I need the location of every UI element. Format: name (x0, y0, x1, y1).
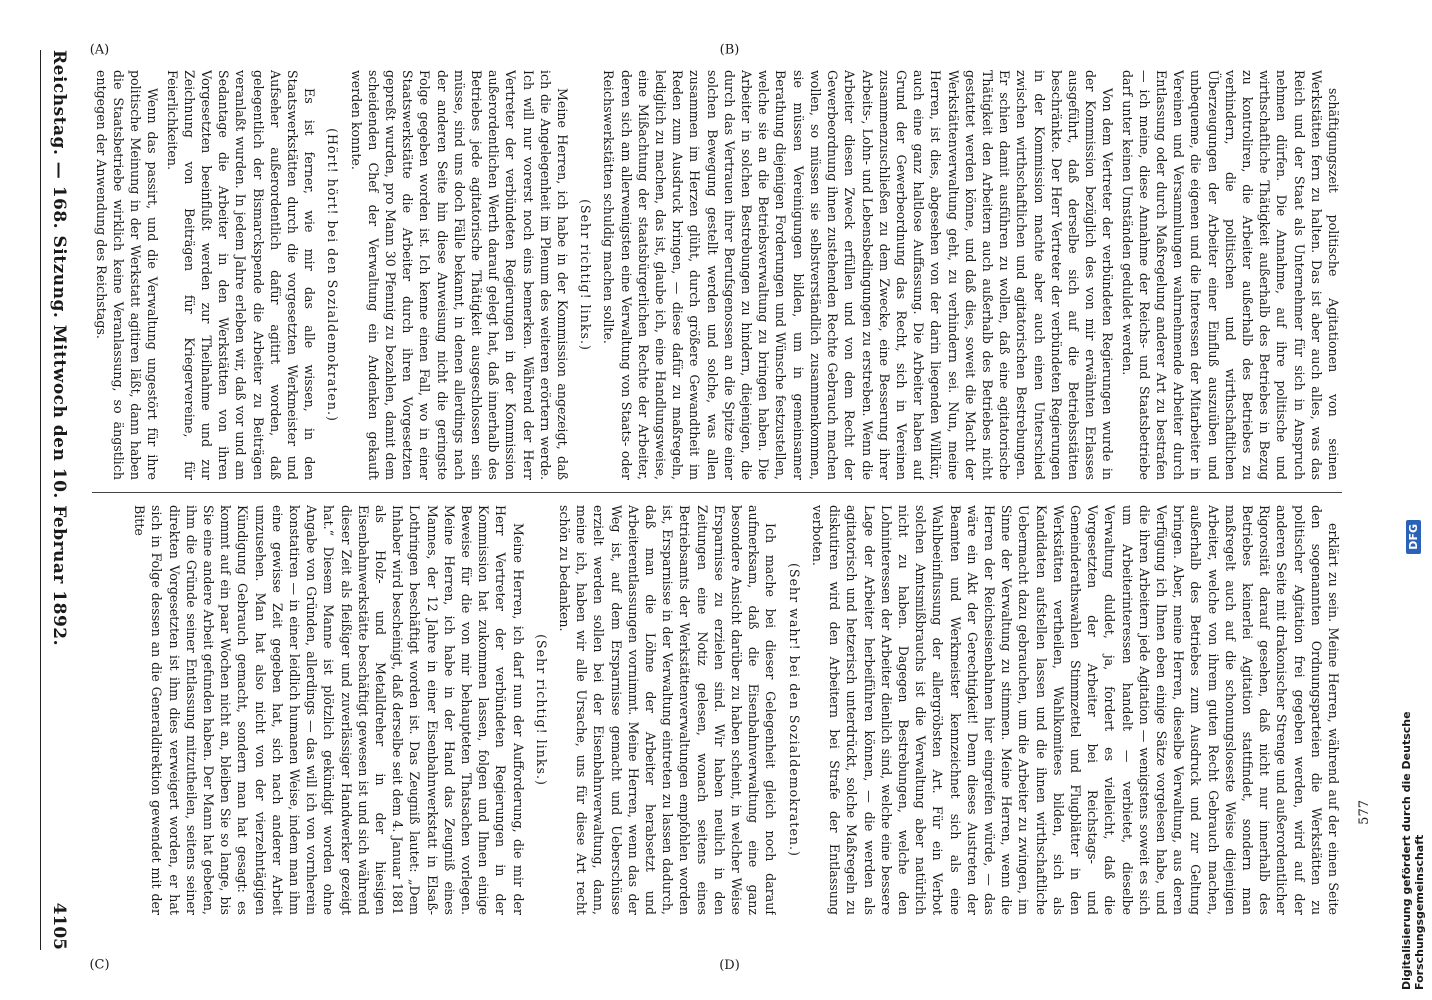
paragraph: Von dem Vertreter der verbündeten Regierungen wurde in der Kommission bezüglich des von mir erwähnten Erlasses ausgeführt, daß derselbe sich auf die Betriebsstätten beschränkte. Der Herr Vertreter der verbündeten Regierungen in der Kommission machte aber auch einen Unterschied zwischen wirthschaftlichen und agitatorischen Bestrebungen. Er schien damit ausführen zu wollen, daß eine agitatorische Thätigkeit den Arbeitern auch außerhalb des Betriebes nicht gestattet werden könne, und daß dies, soweit die Macht der Werkstättenverwaltung geht, zu verhindern sei. Nun, meine Herren, ist dies, abgesehen von der darin liegenden Willkür, auch eine ganz haltlose Auffassung. Die Arbeiter haben auf Grund der Gewerbeordnung das Recht, sich in Vereinen zusammenzuschließen zu dem Zwecke, eine Besserung ihrer Arbeits-, Lohn- und Lebensbedingungen zu erstreben. Wenn die Arbeiter diesen Zweck erfüllen und von dem Recht der Gewerbeordnung ihnen zustehenden Rechte Gebrauch machen wollen, so müssen sie selbstverständlich zusammenkommen, sie müssen Vereinigungen bilden, um in gemeinsamer Berathung diejenigen Forderungen und Wünsche festzustellen, welche sie an die Betriebsverwaltung zu bringen haben. Die Arbeiter in solchen Bestrebungen zu hindern, diejenigen, die durch das Vertrauen ihrer Berufsgenossen an die Spitze einer solchen Bewegung gestellt werden und solche, was allen zusammen im Herzen glüht, durch größere Gewandtheit im Reden zum Ausdruck bringen, — diese dafür zu maßregeln, lediglich zu machen, das ist, glaube ich, eine Handlungsweise, eine Mißachtung der staatsbürgerlichen Rechte der Arbeiter, deren sich am allerwenigsten eine Verwaltung von Staats- oder Reichswerkstätten schuldig machen sollte. (601, 70, 1116, 480)
digitization-credit (1402, 520, 1424, 990)
paragraph: Es ist ferner, wie mir das alle wissen, in den Staatswerkstätten durch die vorgesetzten Werkmeister und Aufseher außerordentlich dafür agitirt worden, daß gelegentlich der Bismarckspende die Arbeiter zu Beiträgen veranlaßt wurden. In jedem Jahre erleben wir, daß vor und am Sedantage die Arbeiter in den Werkstätten von ihren Vorgesetzten beeinflußt werden zur Theilnahme und zur Zeichnung von Beiträgen für Kriegervereine, für Feierlichkeiten. (164, 70, 318, 480)
paragraph: Meine Herren, ich habe in der Kommission angezeigt, daß ich die Angelegenheit im Plenum des weiteren erörtern werde. Ich will nur vorerst noch eins bemerken. Während der Herr Vertreter der verbündeten Regierungen in der Kommission außerordentlichen Werth darauf gelegt hat, daß innerhalb des Betriebes jede agitatorische Thätigkeit ausgeschlossen sein müsse, sind uns doch Fälle bekannt, in denen allerdings nach der anderen Seite hin diese Anweisung nicht die geringste Folge gegeben worden ist. Ich kenne einen Fall, wo in einer Staatswerkstätte die Arbeiter durch ihren Vorgesetzten gepreßt wurden, pro Mann 30 Pfennig zu bezahlen, damit dem scheidenden Chef der Verwaltung ein Andenken gekauft werden konnte. (348, 70, 571, 480)
paragraph: erklärt zu sein. Meine Herren, während auf der einen Seite den sogenannten Ordnungsparteien die Werkstätten zu politischer Agitation frei gegeben werden, wird auf der anderen Seite mit drakonischer Strenge und außerordentlicher Rigorosität darauf gesehen, daß nicht nur innerhalb des Betriebes keinerlei Agitation stattfindet, sondern man maßregelt auch auf die schonungsloseste Weise diejenigen Arbeiter, welche von ihrem guten Recht Gebrauch machen, außerhalb des Betriebes zum Ausdruck und zur Geltung bringen. Aber, meine Herren, dieselbe Verwaltung, aus deren Verfügung ich Ihnen eben einige Sätze vorgelesen habe, und die ihren Arbeitern jede Agitation — wenigstens soweit es sich um Arbeiterinteressen handelt — verbietet, dieselbe Verwaltung duldet, ja, fordert es vielleicht, daß die Vorgesetzten der Arbeiter bei Reichstags- und Gemeinderathswahlen Stimmzettel und Flugblätter in den Werkstätten vertheilen, Wahlkomitees bilden, sich als Kandidaten aufstellen lassen und die ihnen wirthschaftliche Uebermacht dazu gebrauchen, um die Arbeiter zu zwingen, im Sinne der Verwaltung zu stimmen. Meine Herren, wenn die Herren der Reichseisenbahnen hier eingreifen würde, — das wäre ein Akt der Gerechtigkeit! Denn dieses Austreten der Beamten und Werkmeister kennzeichnet sich als eine Wahlbeeinflussung der allergröbsten Art. Für ein Verbot solchen Amtsmißbrauchs ist die Verwaltung aber natürlich nicht zu haben. Dagegen Bestrebungen, welche den Lohninteressen der Arbeiter dienlich sind, welche eine bessere Lage der Arbeiter herbeiführen können, — die werden als agitatorisch und hetzerisch unterdrückt, solche Maßregeln zu diskutiren wird den Arbeitern bei Strafe der Entlassung verboten. (809, 505, 1341, 915)
header-page-number: 4105 (49, 902, 69, 950)
right-text-column (92, 505, 1342, 915)
interjection: (Sehr richtig! links.) (533, 634, 549, 786)
margin-marker-d: (D) (719, 957, 740, 973)
interjection: (Hört! hört! bei den Sozialdemokraten.) (325, 128, 341, 422)
page-header (44, 50, 74, 950)
footer-signature: 577 (1357, 800, 1372, 825)
paragraph: Wenn das passirt, und die Verwaltung ungestört für ihre politische Meinung in der Werkstatt agitiren läßt, dann haben die Staatsbetriebe wirklich keine Veranlassung, so ängstlich entgegen der Anwendung des Reichstags. (93, 70, 161, 480)
paragraph: Ich mache bei dieser Gelegenheit gleich noch darauf aufmerksam, daß die Eisenbahnverwaltung eine ganz besondere Ansicht darüber zu haben scheint, in welcher Weise Ersparnisse zu erzielen sind. Wir haben neulich in den Zeitungen eine Notiz gelesen, wonach seitens eines Betriebsamts der Werkstättenverwaltungen empfohlen worden ist, Ersparnisse in der Verwaltung eintreten zu lassen dadurch, daß man die Löhne der Arbeiter herabsetzt und Arbeiterentlassungen vornimmt. Meine Herren, wenn das der Weg ist, auf dem Ersparnisse gemacht und Ueberschüsse erzielt werden sollen bei der Eisenbahnverwaltung, dann, meine ich, haben wir alle Ursache, uns für diese Art recht schön zu bedanken. (557, 505, 779, 915)
dfg-logo: DFG (1406, 520, 1421, 554)
margin-marker-b: (B) (719, 42, 740, 58)
header-rule (40, 50, 41, 950)
column-divider (92, 492, 1342, 493)
paragraph: Meine Herren, ich darf nun der Aufforderung, die mir der Herr Vertreter der verbündeten Regierungen in der Kommission hat zukommen lassen, folgen und Ihnen einige Beweise für die von mir behaupteten Thatsachen vorlegen. Meine Herren, ich habe in der Hand das Zeugniß eines Mannes, der 12 Jahre in einer Eisenbahnwerkstatt in Elsaß-Lothringen beschäftigt worden ist. Das Zeugniß lautet: „Dem Inhaber wird bescheinigt, daß derselbe seit dem 4. Januar 1881 als Holz- und Metalldreher in der hiesigen Eisenbahnwerkstätte beschäftigt gewesen ist und sich während dieser Zeit als fleißiger und zuverlässiger Handwerker gezeigt hat.“ Diesem Manne ist plötzlich gekündigt worden ohne Angabe von Gründen, allerdings — das will ich von vornherein konstatiren — in einer leidlich humanen Weise, indem man ihm eine gewisse Zeit gegeben hat, sich nach anderer Arbeit umzusehen. Man hat also nicht von der vierzehntägigen Kündigung Gebrauch gemacht, sondern man hat gesagt: es kommt auf ein paar Wochen nicht an, bleiben Sie so lange, bis Sie eine andere Arbeit gefunden haben. Der Mann hat gebeten, ihm die Gründe seiner Entlassung mitzutheilen, seitens seiner direkten Vorgesetzten ist ihm dies verweigert worden, er hat sich in Folge dessen an die Generaldirektion gewendet mit der Bitte (132, 505, 526, 915)
interjection: (Sehr wahr! bei den Sozialdemokraten.) (786, 563, 802, 857)
interjection: (Sehr richtig! links.) (578, 199, 594, 351)
paragraph: schäftigungszeit politische Agitationen von seinen Werkstätten fern zu halten. Das ist aber auch alles, was das Reich und der Staat als Unternehmer für sich in Anspruch nehmen dürfen. Die Annahme, auf ihre politische und wirthschaftliche Thätigkeit außerhalb des Betriebes in Bezug zu kontroliren, die Arbeiter außerhalb des Betriebes zu verhindern, die politischen und wirthschaftlichen Überzeugungen der Arbeiter einer Einfluß auszuüben und unbequeme, die eigenen und die Interessen der Mitarbeiter in Vereinen und Versammlungen wahrnehmende Arbeiter durch Entlassung oder durch Maßregelung anderer Art zu bestrafen — ich meine, diese Annahme der Reichs- und Staatsbetriebe darf unter keinen Umständen geduldet werden. (1119, 70, 1341, 480)
margin-marker-a: (A) (89, 42, 110, 58)
margin-marker-c: (C) (89, 957, 110, 973)
header-title: Reichstag. — 168. Sitzung. Mittwoch den 10. Februar 1892. (49, 50, 69, 647)
left-text-column (92, 70, 1342, 480)
digitization-note: Digitalisierung gefördert durch die Deutsche Forschungsgemeinschaft (1400, 711, 1426, 990)
